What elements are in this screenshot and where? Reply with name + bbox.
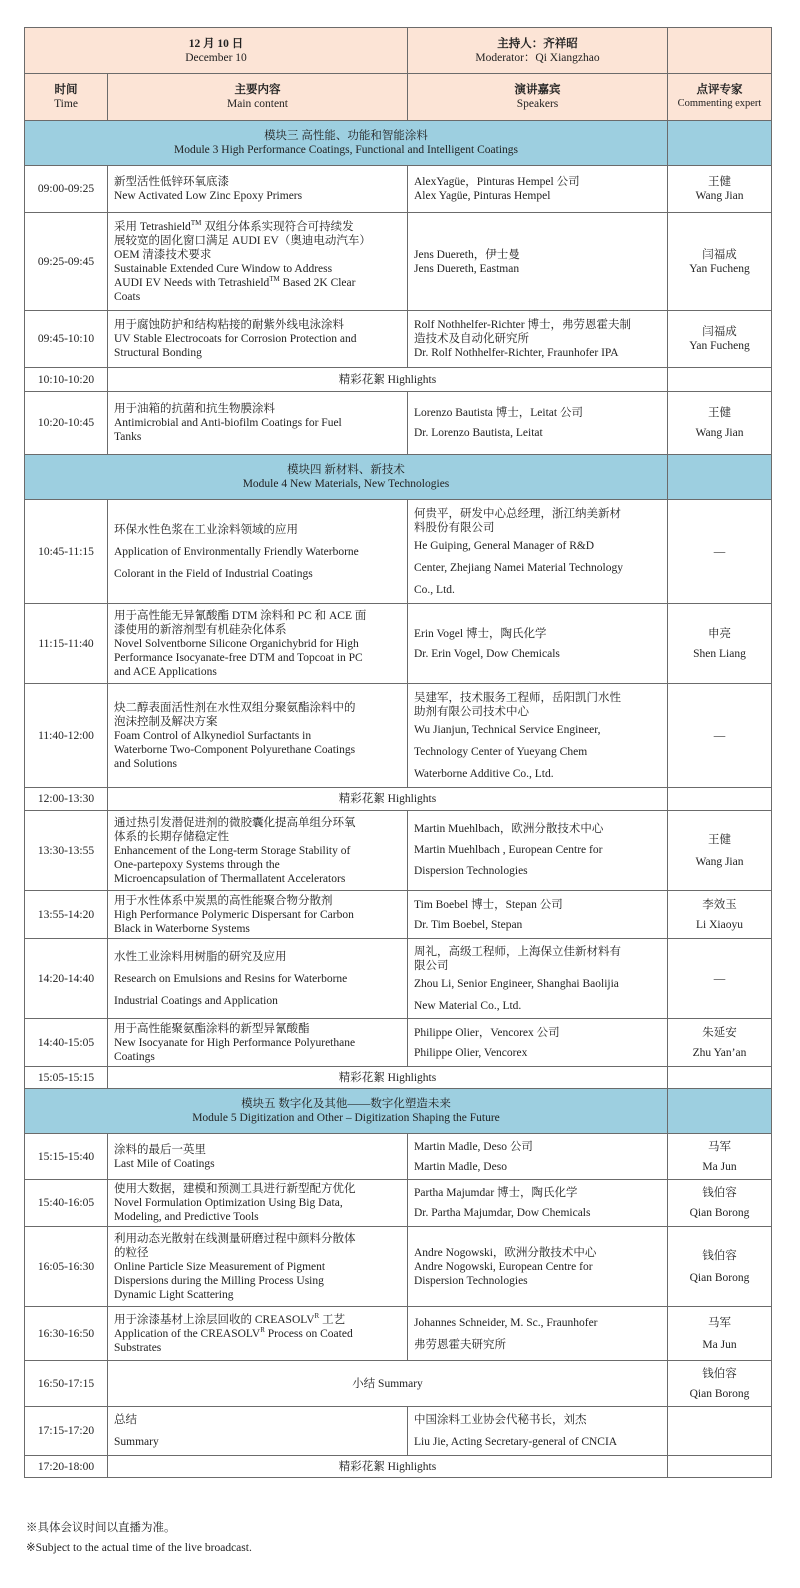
session-row: 11:15-11:40 用于高性能无异氰酸酯 DTM 涂料和 PC 和 ACE 面 漆使用的新溶剂型有机硅杂化体系 Novel Solventborne Silicone Organichybrid for High Performance Isocyanate-free DTM and Topcoat in PC and ACE Applications Erin Vogel 博士，陶氏化学 Dr. Erin Vogel, Dow Chemicals 申亮 Shen Liang <box>25 604 772 684</box>
highlights-row: 15:05-15:15 精彩花絮 Highlights <box>25 1067 772 1089</box>
module-4-header: 模块四 新材料、新技术 Module 4 New Materials, New Technologies <box>25 455 772 500</box>
column-header-row <box>25 74 772 121</box>
col-expert: 点评专家 Commenting expert <box>668 74 772 121</box>
session-row: 16:30-16:50 用于涂漆基材上涂层回收的 $CREASOLV^R$ 工艺 Application of the $CREASOLV^R$ Process on Coated Substrates Johannes Schneider, M. Sc., Fraunhofer 弗劳恩霍夫研究所 马军 Ma Jun <box>25 1307 772 1361</box>
footnote-cn: ※具体会议时间以直播为准。 <box>26 1522 176 1534</box>
col-speakers: 演讲嘉宾 Speakers <box>408 74 668 121</box>
moderator-cell <box>408 28 668 74</box>
summary-row: 16:50-17:15 小结 Summary 钱伯容 Qian Borong <box>25 1361 772 1407</box>
col-time: 时间 Time <box>25 74 108 121</box>
date-row <box>25 28 772 74</box>
session-row: 13:55-14:20 用于水性体系中炭黑的高性能聚合物分散剂 High Performance Polymeric Dispersant for Carbon Black in Waterborne Systems Tim Boebel 博士，Stepan 公司 Dr. Tim Boebel, Stepan 李效玉 Li Xiaoyu <box>25 891 772 939</box>
agenda-table <box>24 27 772 1478</box>
session-row: 15:40-16:05 使用大数据，建模和预测工具进行新型配方优化 Novel Formulation Optimization Using Big Data, Modeling, and Predictive Tools Partha Majumdar 博士，陶氏化学 Dr. Partha Majumdar, Dow Chemicals 钱伯容 Qian Borong <box>25 1180 772 1227</box>
date-en: December 10 <box>185 51 247 64</box>
moderator-en: Moderator：Qi Xiangzhao <box>475 51 600 64</box>
date-cell <box>25 28 408 74</box>
highlights-row: 17:20-18:00 精彩花絮 Highlights <box>25 1456 772 1478</box>
session-row: 09:00-09:25 新型活性低锌环氧底漆 New Activated Low Zinc Epoxy Primers AlexYagüe，Pinturas Hempel 公司 Alex Yagüe, Pinturas Hempel 王健 Wang Jian <box>25 166 772 213</box>
session-row: 11:40-12:00 炔二醇表面活性剂在水性双组分聚氨酯涂料中的 泡沫控制及解决方案 Foam Control of Alkynediol Surfactants in Waterborne Two-Component Polyurethane Coatings and Solutions 吴建军，技术服务工程师，岳阳凯门水性 助剂有限公司技术中心 Wu Jianjun, Technical Service Engineer, Technology Center of Yueyang Chem Waterborne Additive Co., Ltd. — <box>25 684 772 788</box>
session-row: 10:45-11:15 环保水性色浆在工业涂料领域的应用 Application of Environmentally Friendly Waterborne Colorant in the Field of Industrial Coatings 何贵平，研发中心总经理，浙江纳美新材 料股份有限公司 He Guiping, General Manager of R&D Center, Zhejiang Namei Material Technology Co., Ltd. — <box>25 500 772 604</box>
date-cn: 12 月 10 日 <box>188 37 244 50</box>
session-row: 14:20-14:40 水性工业涂料用树脂的研究及应用 Research on Emulsions and Resins for Waterborne Industrial Coatings and Application 周礼，高级工程师，上海保立佳新材料有 限公司 Zhou Li, Senior Engineer, Shanghai Baolijia New Material Co., Ltd. — <box>25 939 772 1019</box>
session-row: 10:20-10:45 用于油箱的抗菌和抗生物膜涂料 Antimicrobial and Anti-biofilm Coatings for Fuel Tanks Lorenzo Bautista 博士，Leitat 公司 Dr. Lorenzo Bautista, Leitat 王健 Wang Jian <box>25 392 772 455</box>
session-row: 09:45-10:10 用于腐蚀防护和结构粘接的耐紫外线电泳涂料 UV Stable Electrocoats for Corrosion Protection and Structural Bonding Rolf Nothhelfer-Richter 博士，弗劳恩霍夫制 造技术及自动化研究所 Dr. Rolf Nothhelfer-Richter, Fraunhofer IPA 闫福成 Yan Fucheng <box>25 311 772 368</box>
moderator-cn: 主持人：齐祥昭 <box>497 37 578 50</box>
session-row: 13:30-13:55 通过热引发潜促进剂的微胶囊化提高单组分环氧 体系的长期存储稳定性 Enhancement of the Long-term Storage Stability of One-partepoxy Systems through the Microencapsulation of Thermallatent Accelerators Martin Muehlbach，欧洲分散技术中心 Martin Muehlbach , European Centre for Dispersion Technologies 王健 Wang Jian <box>25 811 772 891</box>
session-row: 15:15-15:40 涂料的最后一英里 Last Mile of Coatings Martin Madle, Deso 公司 Martin Madle, Deso 马军 Ma Jun <box>25 1134 772 1180</box>
module-3-header: 模块三 高性能、功能和智能涂料 Module 3 High Performance Coatings, Functional and Intelligent Coatings <box>25 121 772 166</box>
session-row: 09:25-09:45 采用 Tetrashield™ 双组分体系实现符合可持续发 展较宽的固化窗口满足 AUDI EV（奥迪电动汽车） OEM 清漆技术要求 Sustainable Extended Cure Window to Address AUDI EV Needs with Tetrashield™ Based 2K Clear Coats Jens Duereth，伊士曼 Jens Duereth, Eastman 闫福成 Yan Fucheng <box>25 213 772 311</box>
session-row: 14:40-15:05 用于高性能聚氨酯涂料的新型异氰酸酯 New Isocyanate for High Performance Polyurethane Coatings Philippe Olier，Vencorex 公司 Philippe Olier, Vencorex 朱延安 Zhu Yan’an <box>25 1019 772 1067</box>
highlights-row: 12:00-13:30 精彩花絮 Highlights <box>25 788 772 811</box>
session-row: 17:15-17:20 总结 Summary 中国涂料工业协会代秘书长，刘杰 Liu Jie, Acting Secretary-general of CNCIA <box>25 1407 772 1456</box>
highlights-row: 10:10-10:20 精彩花絮 Highlights <box>25 368 772 392</box>
session-row: 16:05-16:30 利用动态光散射在线测量研磨过程中颜料分散体 的粒径 Online Particle Size Measurement of Pigment Dispersions during the Milling Process Using Dynamic Light Scattering Andre Nogowski，欧洲分散技术中心 Andre Nogowski, European Centre for Dispersion Technologies 钱伯容 Qian Borong <box>25 1227 772 1307</box>
footnotes <box>26 1518 252 1558</box>
module-5-header: 模块五 数字化及其他——数字化塑造未来 Module 5 Digitization and Other – Digitization Shaping the Future <box>25 1089 772 1134</box>
footnote-en: ※Subject to the actual time of the live broadcast. <box>26 1542 252 1554</box>
col-content: 主要内容 Main content <box>108 74 408 121</box>
